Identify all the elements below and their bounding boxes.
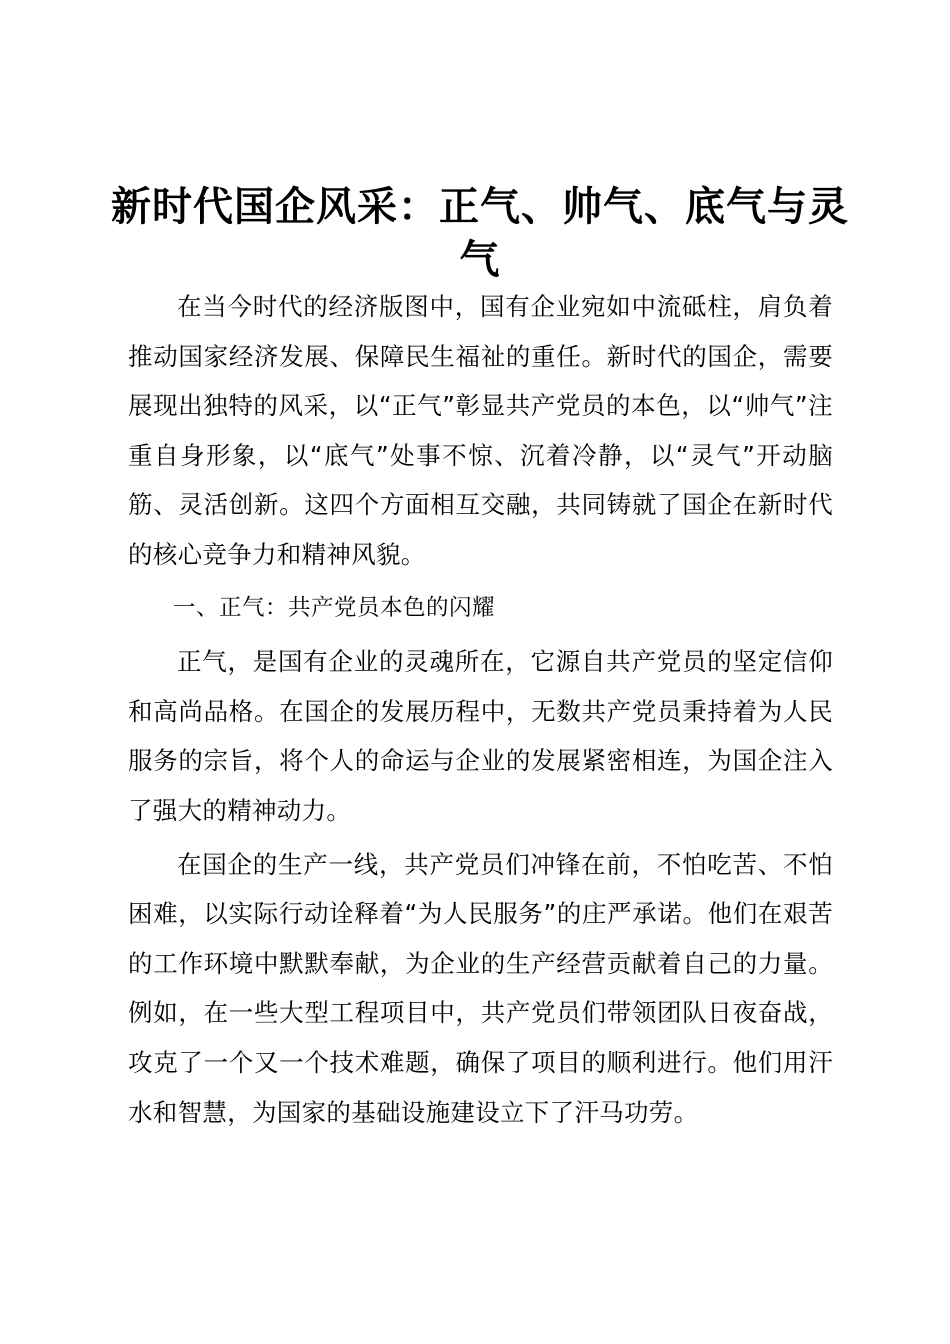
- section-1-paragraph-2: 在国企的生产一线，共产党员们冲锋在前，不怕吃苦、不怕困难，以实际行动诠释着“为人民服务”的庄严承诺。他们在艰苦的工作环境中默默奉献，为企业的生产经营贡献着自己的力量。例如，在一些大型工程项目中，共产党员们带领团队日夜奋战，攻克了一个又一个技术难题，确保了项目的顺利进行。他们用汗水和智慧，为国家的基础设施建设立下了汗马功劳。: [128, 849, 833, 1127]
- document-title: 新时代国企风采：正气、帅气、底气与灵气: [111, 183, 849, 283]
- section-1-paragraph-1: 正气，是国有企业的灵魂所在，它源自共产党员的坚定信仰和高尚品格。在国企的发展历程中，无数共产党员秉持着为人民服务的宗旨，将个人的命运与企业的发展紧密相连，为国企注入了强大的精神动力。: [128, 647, 833, 825]
- intro-paragraph: 在当今时代的经济版图中，国有企业宛如中流砥柱，肩负着推动国家经济发展、保障民生福祉的重任。新时代的国企，需要展现出独特的风采，以“正气”彰显共产党员的本色，以“帅气”注重自身形象，以“底气”处事不惊、沉着冷静，以“灵气”开动脑筋、灵活创新。这四个方面相互交融，共同铸就了国企在新时代的核心竞争力和精神风貌。: [128, 292, 833, 569]
- document-body: [128, 282, 833, 1137]
- section-heading-1: 一、正气：共产党员本色的闪耀: [173, 594, 496, 621]
